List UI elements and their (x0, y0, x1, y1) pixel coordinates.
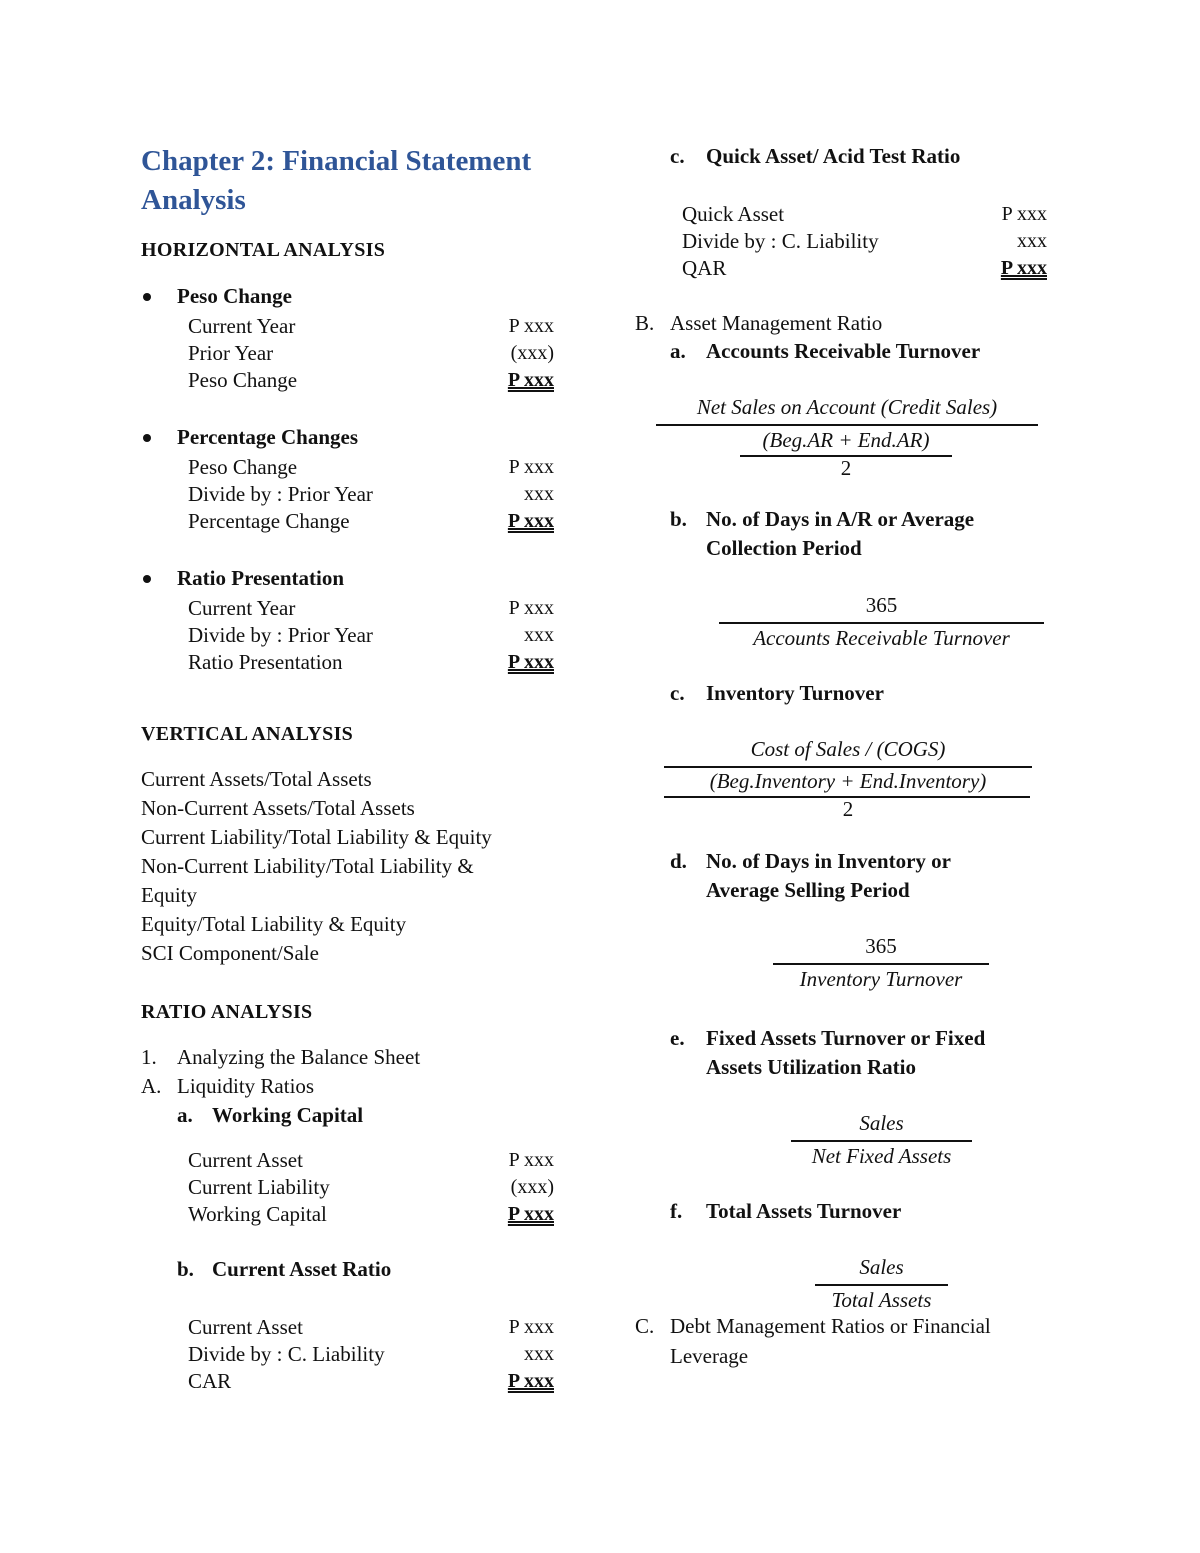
horizontal-analysis-heading: HORIZONTAL ANALYSIS (141, 239, 386, 261)
formula-denominator: Net Fixed Assets (811, 1144, 952, 1168)
days-inventory-label-line2: Average Selling Period (706, 878, 910, 902)
row-label: Divide by : C. Liability (682, 229, 879, 253)
row-total-value: P xxx (1000, 257, 1047, 279)
row-label: Working Capital (188, 1202, 327, 1226)
row-value: P xxx (508, 315, 554, 337)
formula-numerator: 365 (865, 593, 898, 617)
row-label: Quick Asset (682, 202, 785, 226)
row-value: (xxx) (510, 342, 554, 364)
formula-denominator: (Beg.AR + End.AR) (762, 428, 930, 452)
sub-letter: f. (670, 1199, 683, 1223)
formula-numerator: Cost of Sales / (COGS) (750, 737, 946, 761)
vertical-line: Equity/Total Liability & Equity (141, 912, 407, 936)
row-value: xxx (524, 624, 554, 646)
row-value: xxx (524, 483, 554, 505)
row-total-value: P xxx (507, 1203, 554, 1225)
row-label: Ratio Presentation (188, 650, 343, 674)
row-total-value: P xxx (507, 1370, 554, 1392)
formula-divisor: 2 (842, 797, 854, 821)
row-value: P xxx (508, 1316, 554, 1338)
quick-asset-ratio-label: Quick Asset/ Acid Test Ratio (706, 144, 961, 168)
row-label: Peso Change (188, 455, 298, 479)
page-title-line2: Analysis (141, 184, 246, 216)
vertical-line: Equity (141, 883, 197, 907)
row-label: CAR (188, 1369, 232, 1393)
sub-letter: a. (670, 339, 686, 363)
row-label: QAR (682, 256, 727, 280)
vertical-line: Current Assets/Total Assets (141, 767, 372, 791)
days-ar-label-line1: No. of Days in A/R or Average (706, 507, 975, 531)
list-number: 1. (141, 1045, 157, 1069)
row-value: (xxx) (510, 1176, 554, 1198)
formula-denominator: (Beg.Inventory + End.Inventory) (709, 769, 987, 793)
fixed-assets-label-line2: Assets Utilization Ratio (706, 1055, 916, 1079)
formula-denominator: Accounts Receivable Turnover (753, 626, 1010, 650)
inventory-turnover-label: Inventory Turnover (706, 681, 884, 705)
row-label: Peso Change (188, 368, 298, 392)
row-value: P xxx (1001, 203, 1047, 225)
sub-letter: d. (670, 849, 687, 873)
sub-letter: e. (670, 1026, 685, 1050)
row-value: xxx (524, 1343, 554, 1365)
sub-letter: b. (670, 507, 687, 531)
row-total-value: P xxx (507, 369, 554, 391)
vertical-line: SCI Component/Sale (141, 941, 319, 965)
fraction-bar (664, 766, 1032, 768)
peso-change-label: Peso Change (177, 284, 292, 308)
bullet-icon (143, 293, 151, 301)
row-label: Divide by : C. Liability (188, 1342, 385, 1366)
formula-numerator: Sales (859, 1111, 904, 1135)
vertical-analysis-heading: VERTICAL ANALYSIS (141, 723, 354, 745)
row-total-value: P xxx (507, 651, 554, 673)
fraction-bar (773, 963, 989, 965)
row-total-value: P xxx (507, 510, 554, 532)
row-value: P xxx (508, 597, 554, 619)
row-label: Current Liability (188, 1175, 330, 1199)
formula-denominator: Total Assets (831, 1288, 932, 1312)
vertical-line: Non-Current Assets/Total Assets (141, 796, 415, 820)
row-label: Current Year (188, 596, 296, 620)
row-label: Divide by : Prior Year (188, 482, 373, 506)
list-item-text: Liquidity Ratios (177, 1074, 315, 1098)
formula-divisor: 2 (840, 456, 852, 480)
list-item-text: Debt Management Ratios or Financial (670, 1314, 991, 1338)
row-label: Current Asset (188, 1148, 303, 1172)
row-label: Current Year (188, 314, 296, 338)
fraction-bar (791, 1140, 972, 1142)
fixed-assets-label-line1: Fixed Assets Turnover or Fixed (706, 1026, 986, 1050)
ratio-presentation-label: Ratio Presentation (177, 566, 345, 590)
current-asset-ratio-label: Current Asset Ratio (212, 1257, 392, 1281)
row-label: Divide by : Prior Year (188, 623, 373, 647)
sub-letter: a. (177, 1103, 193, 1127)
formula-numerator: Net Sales on Account (Credit Sales) (696, 395, 998, 419)
row-label: Prior Year (188, 341, 274, 365)
days-ar-label-line2: Collection Period (706, 536, 862, 560)
fraction-bar (815, 1284, 948, 1286)
sub-letter: c. (670, 681, 685, 705)
list-item-text: Asset Management Ratio (670, 311, 883, 335)
fraction-bar (656, 424, 1038, 426)
list-item-text: Leverage (670, 1344, 749, 1368)
percentage-changes-label: Percentage Changes (177, 425, 358, 449)
formula-denominator: Inventory Turnover (799, 967, 963, 991)
page-title-line1: Chapter 2: Financial Statement (141, 145, 532, 177)
row-value: P xxx (508, 1149, 554, 1171)
sub-letter: c. (670, 144, 685, 168)
list-item-text: Analyzing the Balance Sheet (177, 1045, 421, 1069)
days-inventory-label-line1: No. of Days in Inventory or (706, 849, 951, 873)
bullet-icon (143, 434, 151, 442)
sub-letter: b. (177, 1257, 194, 1281)
total-assets-label: Total Assets Turnover (706, 1199, 902, 1223)
ratio-analysis-heading: RATIO ANALYSIS (141, 1001, 313, 1023)
list-number: A. (141, 1074, 162, 1098)
vertical-line: Current Liability/Total Liability & Equity (141, 825, 492, 849)
bullet-icon (143, 575, 151, 583)
formula-numerator: 365 (865, 934, 897, 958)
fraction-bar (719, 622, 1044, 624)
row-value: xxx (1017, 230, 1047, 252)
row-label: Percentage Change (188, 509, 350, 533)
row-label: Current Asset (188, 1315, 303, 1339)
vertical-line: Non-Current Liability/Total Liability & (141, 854, 474, 878)
list-number: C. (635, 1314, 655, 1338)
ar-turnover-label: Accounts Receivable Turnover (706, 339, 981, 363)
row-value: P xxx (508, 456, 554, 478)
list-number: B. (635, 311, 655, 335)
working-capital-label: Working Capital (212, 1103, 364, 1127)
formula-numerator: Sales (859, 1255, 904, 1279)
